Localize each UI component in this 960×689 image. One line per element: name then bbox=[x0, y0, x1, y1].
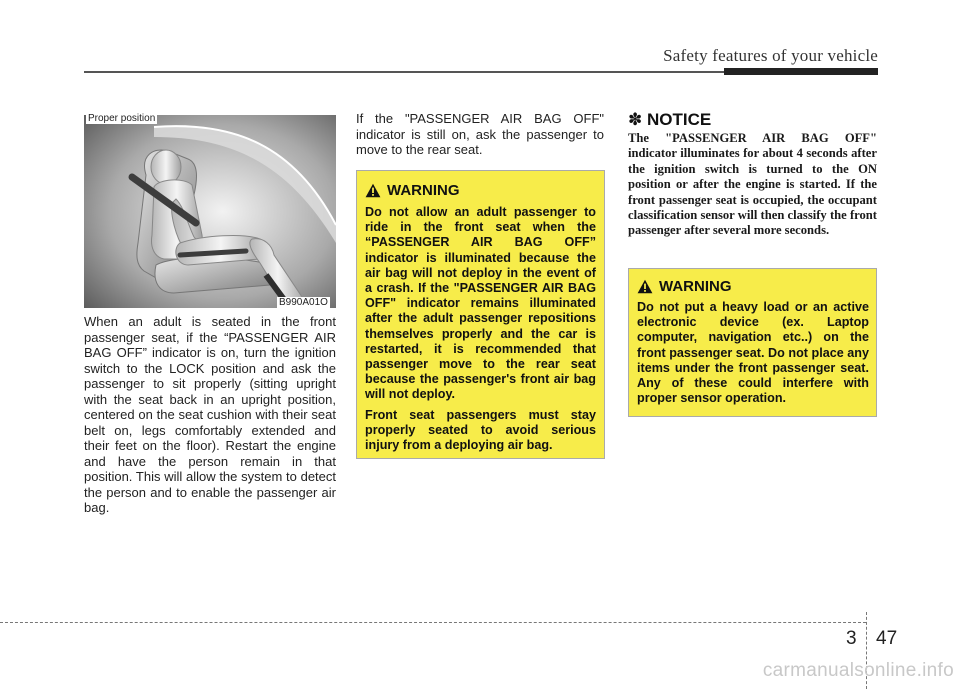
warning-body bbox=[365, 205, 596, 458]
warning-box-adult-passenger bbox=[356, 170, 605, 459]
section-number: 3 bbox=[846, 628, 857, 649]
seating-illustration bbox=[84, 115, 336, 308]
figure-caption: Proper position bbox=[88, 113, 156, 124]
seated-passenger-image bbox=[84, 115, 336, 308]
page-number: 47 bbox=[876, 628, 898, 649]
warning-triangle-icon bbox=[365, 183, 381, 198]
header-rule-accent bbox=[724, 68, 878, 75]
warning-paragraph-2: Front seat passengers must stay properly seated to avoid serious injury from a deploying air bag. bbox=[365, 407, 596, 453]
notice-title: ✽ NOTICE bbox=[628, 110, 712, 129]
warning-paragraph-1: Do not allow an adult passenger to ride in the front seat when the “PASSENGER AIR BAG OFF” indicator is illuminated because the air bag will not deploy in the event of a crash. If the "PASSENGER AIR BAG OFF" indicator remains illuminated after the adult passenger repositions themselves properly and the car is restarted, it is recommended that passenger move to the rear seat because the passenger's front air bag will not deploy. bbox=[365, 205, 596, 402]
rear-seat-paragraph: If the "PASSENGER AIR BAG OFF" indicator is still on, ask the passenger to move to the rear seat. bbox=[356, 111, 604, 157]
section-title: Safety features of your vehicle bbox=[663, 46, 878, 65]
watermark-link[interactable]: carmanualsonline.info bbox=[762, 660, 954, 681]
figure-code: B990A01O bbox=[279, 297, 328, 308]
instruction-paragraph: When an adult is seated in the front passenger seat, if the “PASSENGER AIR BAG OFF” indicator is on, turn the ignition switch to the LOCK position and ask the passenger to sit properly (sitting upright with the seat back in an upright position, centered on the seat cushion with their seat belt on, legs comfortably extended and their feet on the floor). Restart the engine and have the person remain in that position. This will allow the system to detect the person and to enable the passenger air bag. bbox=[84, 314, 336, 515]
notice-text: The "PASSENGER AIR BAG OFF" indicator illuminates for about 4 seconds after the ignition switch is turned to the ON position or after the engine is started. If the front passenger seat is occupied, the occupant classification sensor will then classify the front passenger after several more seconds. bbox=[628, 131, 877, 238]
warning-header bbox=[637, 278, 732, 295]
warning-body: Do not put a heavy load or an active electronic device (ex. Laptop computer, navigation etc..) on the front passenger seat. Do not place any items under the front passenger seat. Any of these could interfere with proper sensor operation. bbox=[637, 300, 869, 406]
warning-box-sensor bbox=[628, 268, 877, 417]
warning-triangle-icon bbox=[637, 279, 653, 294]
header-rule bbox=[84, 71, 724, 73]
footer-divider bbox=[0, 622, 866, 623]
warning-title: WARNING bbox=[659, 278, 732, 295]
warning-title: WARNING bbox=[387, 182, 460, 199]
warning-header bbox=[365, 182, 460, 199]
